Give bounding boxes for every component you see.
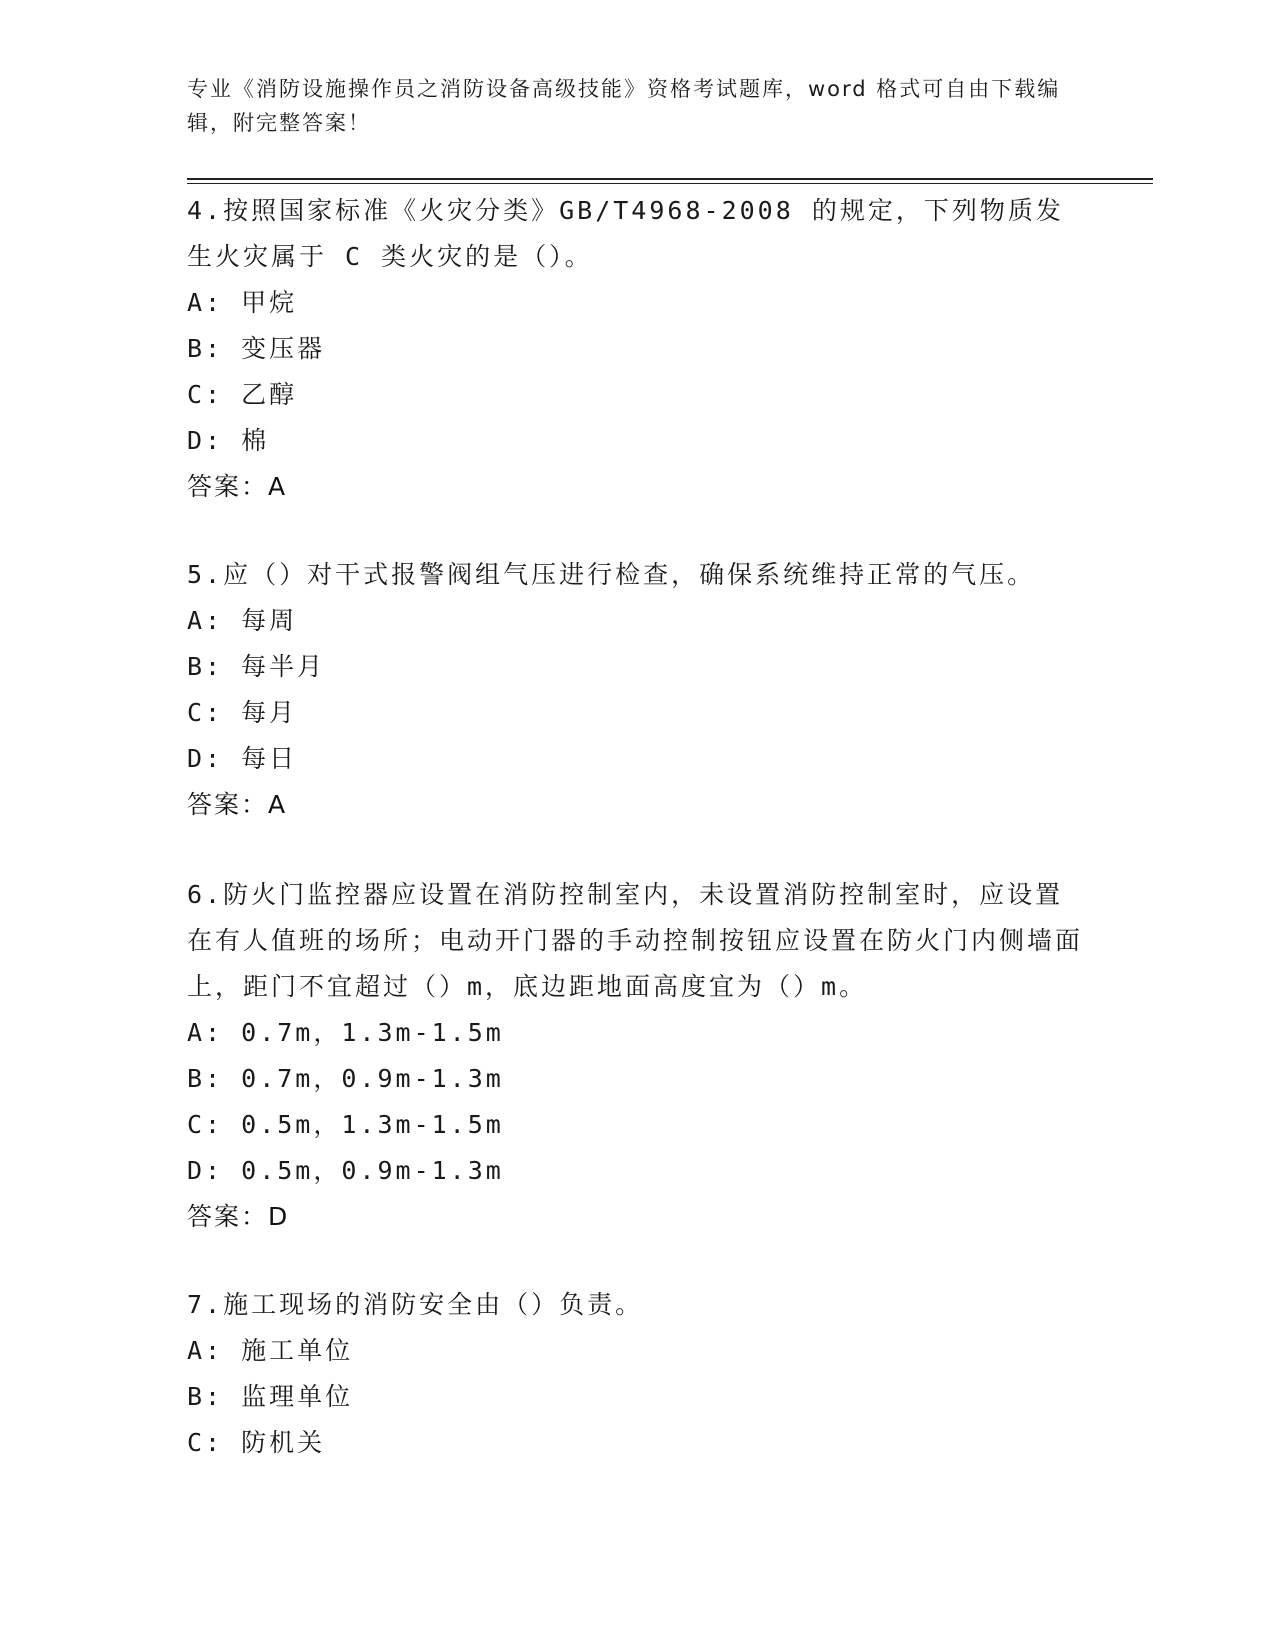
header-divider-thin	[187, 183, 1153, 184]
question-5	[187, 552, 1087, 828]
option-c: C: 防机关	[187, 1428, 326, 1457]
question-6	[187, 872, 1087, 1240]
option-c: C: 乙醇	[187, 380, 298, 409]
question-stem: 7.施工现场的消防安全由（）负责。	[187, 1290, 644, 1319]
option-b: B: 监理单位	[187, 1382, 354, 1411]
option-c: C: 每月	[187, 698, 298, 727]
option-b: B: 每半月	[187, 652, 326, 681]
document-header: 专业《消防设施操作员之消防设备高级技能》资格考试题库，word 格式可自由下载编辑，附完整答案！	[187, 77, 1061, 135]
question-4	[187, 188, 1087, 510]
question-stem: 6.防火门监控器应设置在消防控制室内，未设置消防控制室时，应设置在有人值班的场所；电动开门器的手动控制按钮应设置在防火门内侧墙面上，距门不宜超过（）m，底边距地面高度宜为（）m。	[187, 880, 1084, 1001]
answer-line: 答案：D	[187, 1202, 290, 1231]
option-d: D: 每日	[187, 744, 298, 773]
question-7	[187, 1282, 1087, 1466]
option-a: A: 甲烷	[187, 288, 298, 317]
header-divider-thick	[187, 178, 1153, 180]
question-stem: 5.应（）对干式报警阀组气压进行检查，确保系统维持正常的气压。	[187, 560, 1036, 589]
option-a: A: 0.7m，1.3m-1.5m	[187, 1018, 504, 1047]
question-stem: 4.按照国家标准《火灾分类》GB/T4968-2008 的规定，下列物质发生火灾属于 C 类火灾的是（）。	[187, 196, 1064, 271]
option-d: D: 棉	[187, 426, 270, 455]
answer-line: 答案：A	[187, 472, 288, 501]
option-b: B: 变压器	[187, 334, 326, 363]
option-c: C: 0.5m，1.3m-1.5m	[187, 1110, 504, 1139]
option-b: B: 0.7m，0.9m-1.3m	[187, 1064, 504, 1093]
option-a: A: 每周	[187, 606, 298, 635]
answer-line: 答案：A	[187, 790, 288, 819]
option-a: A: 施工单位	[187, 1336, 354, 1365]
option-d: D: 0.5m，0.9m-1.3m	[187, 1156, 504, 1185]
